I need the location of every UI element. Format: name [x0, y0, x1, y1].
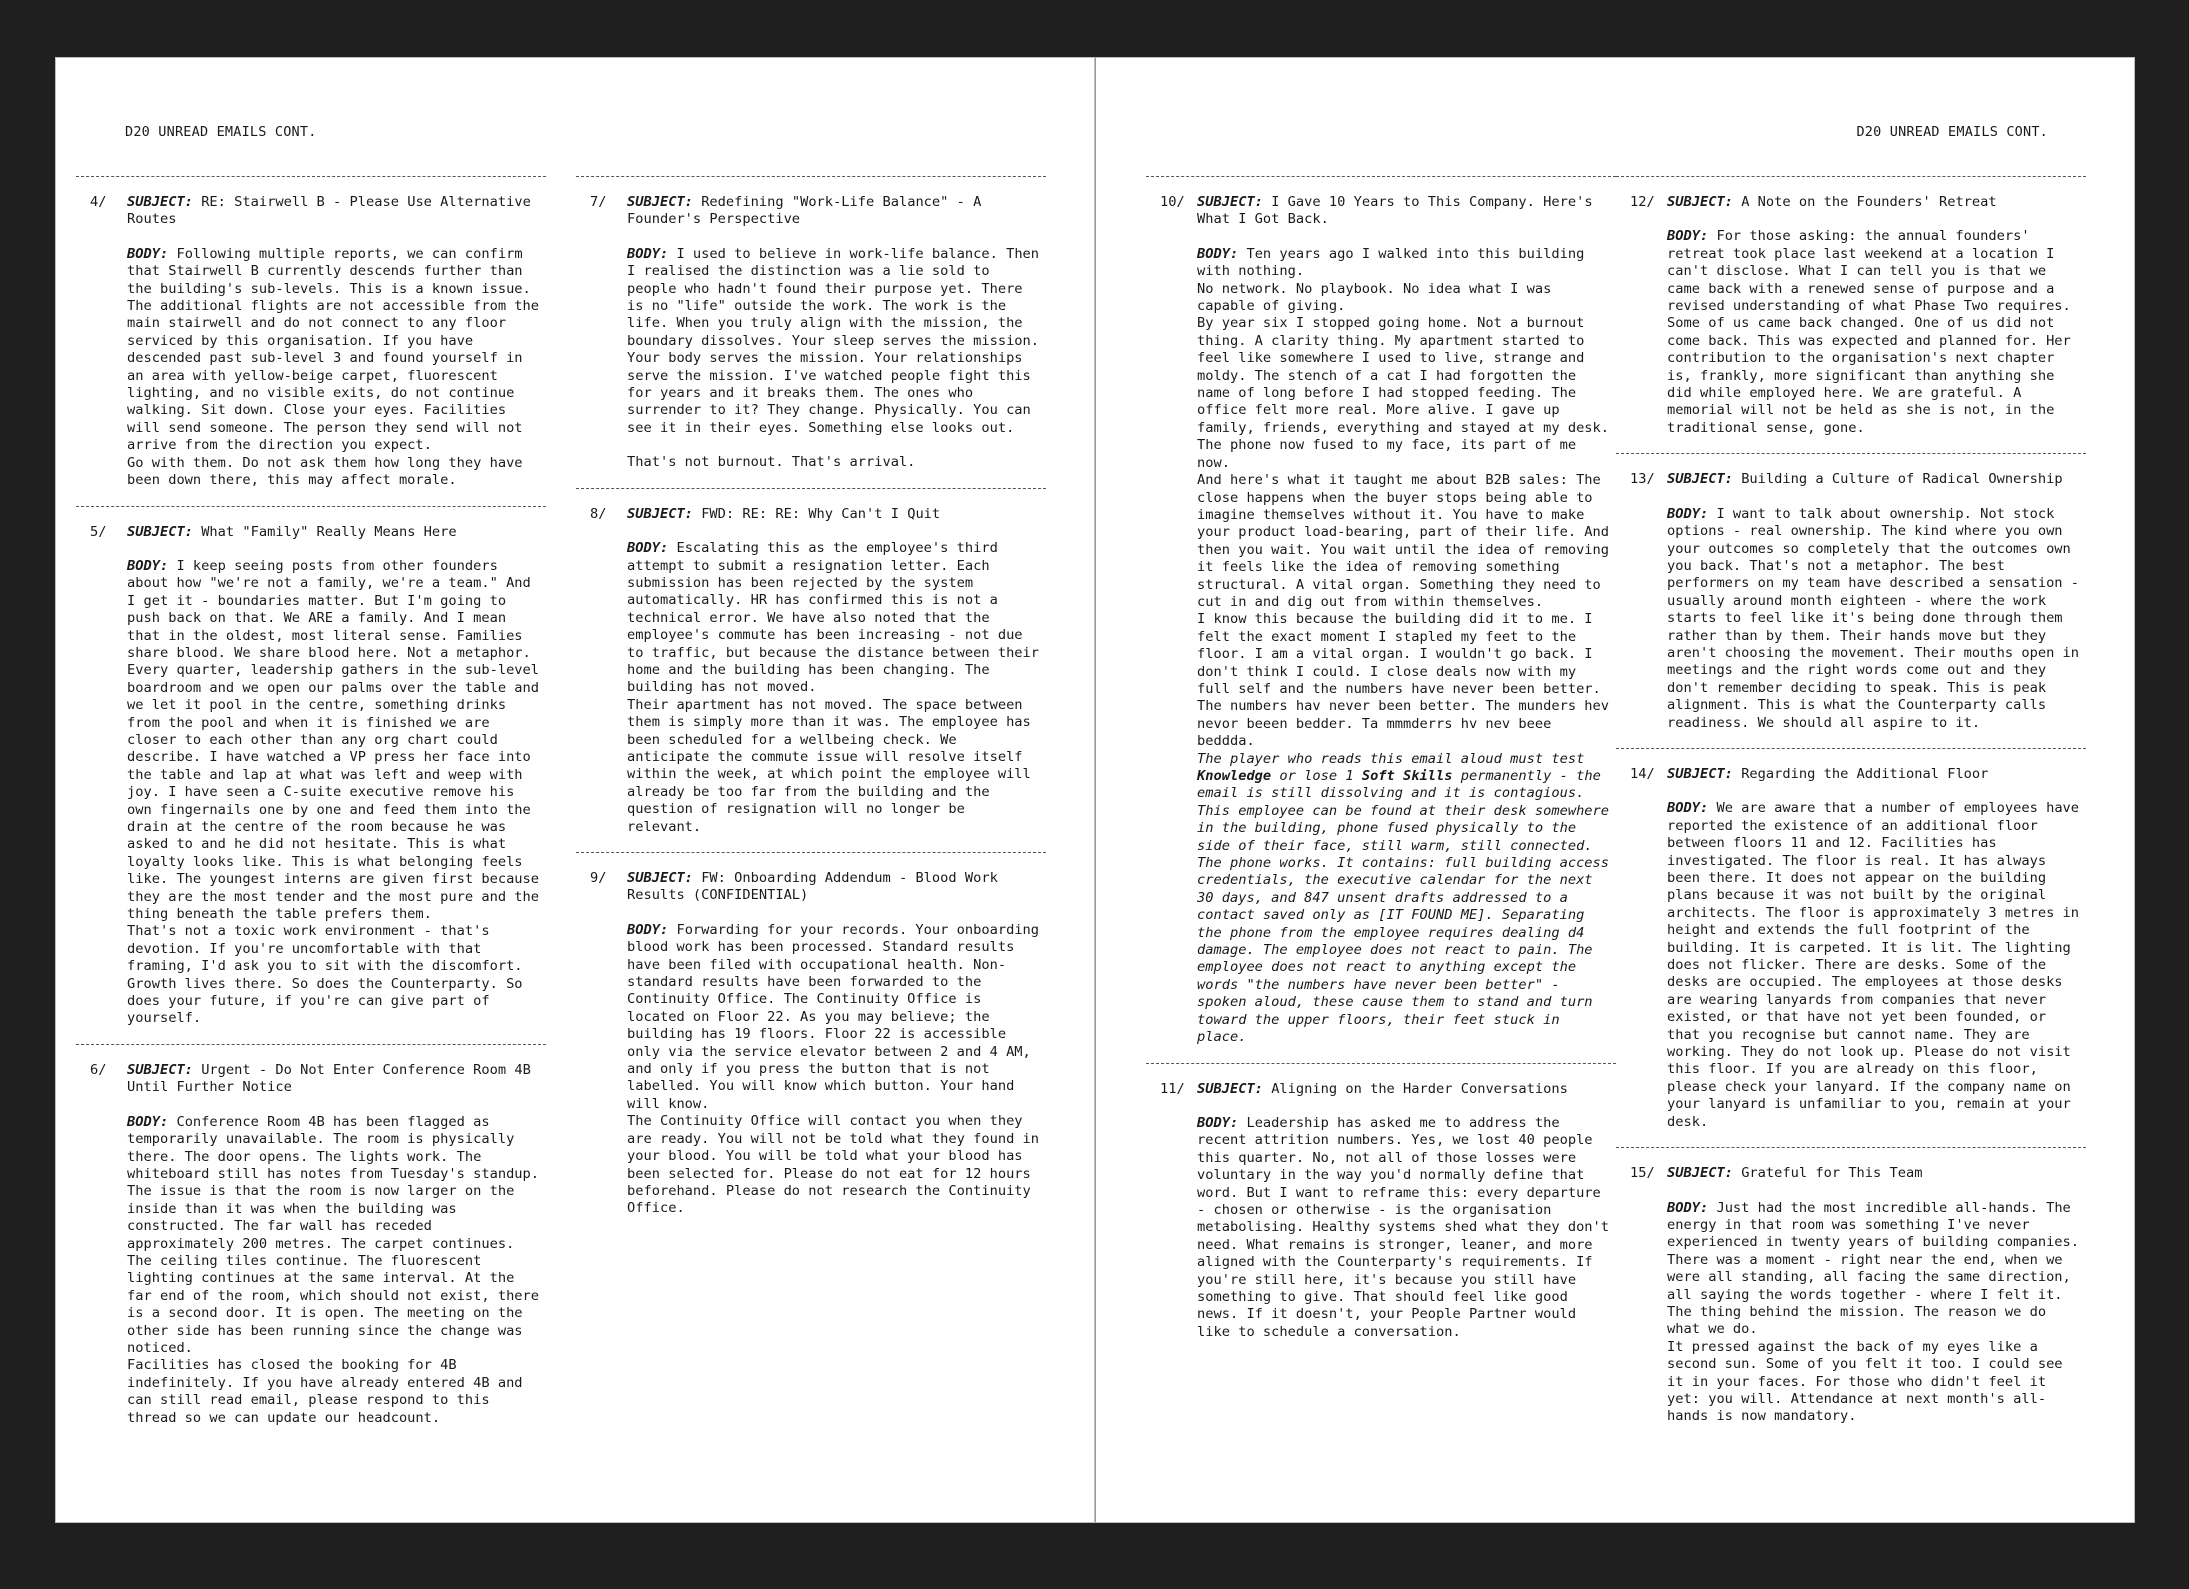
email-number: 4/ [90, 194, 107, 210]
email-entry-13 [1616, 453, 2086, 748]
email-subject: SUBJECT: FWD: RE: RE: Why Can't I Quit [627, 505, 941, 522]
email-body: BODY: I used to believe in work-life balance. Then I realised the distinction was a lie sold to people who hadn't found their purpose yet. There is no "life" outside the work. The work is the life. When you truly align with the mission, the boundary dissolves. Your sleep serves the mission. Your body serves the mission. Your relationships serve the mission. I've watched people fight this for years and it breaks them. The ones who surrender to it? They change. Physically. You can see it in their eyes. Something else looks out. That's not burnout. That's arrival. [627, 245, 1040, 471]
skill-knowledge: Knowledge [1197, 768, 1272, 784]
email-number: 6/ [90, 1061, 107, 1078]
email-entry-5 [76, 506, 546, 1044]
right-page [1095, 57, 2135, 1523]
email-body: BODY: Just had the most incredible all-hands. The energy in that room was something I've never experienced in twenty years of building companies. There was a moment - right near the end, when we were all standing, all facing the same direction, all saying the words together - where I felt it. The thing behind the mission. The reason we do what we do. It pressed against the back of my eyes like a second sun. Some of you felt it too. I could see it in your faces. For those who didn't feel it yet: you will. Attendance at next month's all-hands is now mandatory. [1667, 1199, 2080, 1425]
skill-soft-skills: Soft Skills [1361, 768, 1453, 784]
email-entry-7 [576, 176, 1046, 488]
email-body: BODY: Escalating this as the employee's third attempt to submit a resignation letter. Each submission has been rejected by the system automatically. HR has confirmed this is not a technical error. We have also noted that the employee's commute has been increasing - not due to traffic, but because the distance between their home and the building has been changing. The building has not moved. Their apartment has not moved. The space between them is simply more than it was. The employee has been scheduled for a wellbeing check. We anticipate the commute issue will resolve itself within the week, at which point the employee will already be too far from the building and the question of resignation will no longer be relevant. [627, 540, 1040, 835]
email-entry-15 [1616, 1147, 2086, 1442]
left-page [55, 57, 1095, 1523]
email-number: 14/ [1630, 765, 1655, 782]
email-body: BODY: We are aware that a number of employees have reported the existence of an additional floor between floors 11 and 12. Facilities has investigated. The floor is real. It has always been there. It does not appear on the building plans because it was not built by the original architects. The floor is approximately 3 metres in height and extends the full footprint of the building. It is carpeted. It is lit. The lighting does not flicker. There are desks. Some of the desks are occupied. The employees at those desks are wearing lanyards from companies that never existed, or that have not yet been founded, or that you recognise but cannot name. They are working. They do not look up. Please do not visit this floor. If you are already on this floor, please check your lanyard. If the company name on your lanyard is unfamiliar to you, remain at your desk. [1667, 800, 2080, 1130]
email-number: 12/ [1630, 194, 1655, 210]
email-subject: SUBJECT: RE: Stairwell B - Please Use Alternative Routes [127, 194, 531, 228]
email-body: BODY: Forwarding for your records. Your onboarding blood work has been processed. Standard results have been filed with occupational health. Non-standard results have been forwarded to the Continuity Office. The Continuity Office is located on Floor 22. As you may believe; the building has 19 floors. Floor 22 is accessible only via the service elevator between 2 and 4 AM, and only if you press the button that is not labelled. You will know which button. Your hand will know. The Continuity Office will contact you when they are ready. You will not be told what they found in your blood. You will be told what your blood has been selected for. Please do not eat for 12 hours beforehand. Please do not research the Continuity Office. [627, 921, 1040, 1217]
email-subject: SUBJECT: FW: Onboarding Addendum - Blood Work Results (CONFIDENTIAL) [627, 870, 998, 904]
column-2 [576, 176, 1046, 1234]
email-entry-14 [1616, 748, 2086, 1147]
email-subject: SUBJECT: Aligning on the Harder Conversations [1197, 1080, 1568, 1097]
email-entry-9 [576, 852, 1046, 1234]
email-body: BODY: I want to talk about ownership. Not stock options - real ownership. The kind where you own your outcomes so completely that the outcomes own you back. That's not a metaphor. The best performers on my team have described a sensation - usually around month eighteen - where the work starts to feel like it's being done through them rather than by them. Their hands move but they aren't choosing the movement. Their mouths open in meetings and the right words come out and they don't remember deciding to speak. This is peak alignment. This is what the Counterparty calls readiness. We should all aspire to it. [1667, 505, 2080, 731]
game-rule-note: The player who reads this email aloud must test Knowledge or lose 1 Soft Skills permanently - the email is still dissolving and it is contagious. This employee can be found at their desk somewhere in the building, phone fused physically to the side of their face, still warm, still connected. The phone works. It contains: full building access credentials, the executive calendar for the next 30 days, and 847 unsent drafts addressed to a contact saved only as [IT FOUND ME]. Separating the phone from the employee requires dealing d4 damage. The employee does not react to pain. The employee does not react to anything except the words "the numbers have never been better" - spoken aloud, these cause them to stand and turn toward the upper floors, their feet stuck in place. [1197, 750, 1610, 1046]
email-subject: SUBJECT: Building a Culture of Radical Ownership [1667, 471, 2063, 488]
email-number: 13/ [1630, 471, 1655, 488]
email-number: 11/ [1160, 1080, 1185, 1097]
email-body: BODY: Leadership has asked me to address the recent attrition numbers. Yes, we lost 40 people this quarter. No, not all of those losses were voluntary in the way you'd normally define that word. But I want to reframe this: every departure - chosen or otherwise - is the organisation metabolising. Healthy systems shed what they don't need. What remains is stronger, leaner, and more aligned with the Counterparty's requirements. If you're still here, it's because you still have something to give. That should feel like good news. If it doesn't, your People Partner would like to schedule a conversation. [1197, 1114, 1610, 1340]
email-number: 15/ [1630, 1165, 1655, 1182]
email-entry-4 [76, 176, 546, 506]
email-body: BODY: Conference Room 4B has been flagged as temporarily unavailable. The room is physically there. The door opens. The lights work. The whiteboard still has notes from Tuesday's standup. The issue is that the room is now larger on the inside than it was when the building was constructed. The far wall has receded approximately 200 metres. The carpet continues. The ceiling tiles continue. The fluorescent lighting continues at the same interval. At the far end of the room, which should not exist, there is a second door. It is open. The meeting on the other side has been running since the change was noticed. Facilities has closed the booking for 4B indefinitely. If you have already entered 4B and can still read email, please respond to this thread so we can update our headcount. [127, 1113, 540, 1426]
email-number: 9/ [590, 870, 607, 886]
email-subject: SUBJECT: I Gave 10 Years to This Company. Here's What I Got Back. [1197, 194, 1593, 228]
email-subject: SUBJECT: A Note on the Founders' Retreat [1667, 194, 1997, 210]
email-number: 7/ [590, 194, 607, 210]
email-entry-10 [1146, 176, 1616, 1063]
page-header: D20 UNREAD EMAILS CONT. [125, 124, 317, 140]
email-subject: SUBJECT: What "Family" Really Means Here [127, 523, 457, 540]
email-body: BODY: For those asking: the annual founders' retreat took place last weekend at a location I can't disclose. What I can tell you is that we came back with a renewed sense of purpose and a revised understanding of what Phase Two requires. Some of us came back changed. One of us did not come back. This was expected and planned for. Her contribution to the organisation's next chapter is, frankly, more significant than anything she did while employed here. We are grateful. A memorial will not be held as she is not, in the traditional sense, gone. [1667, 228, 2071, 436]
email-subject: SUBJECT: Regarding the Additional Floor [1667, 765, 1989, 782]
email-subject: SUBJECT: Urgent - Do Not Enter Conference Room 4B Until Further Notice [127, 1061, 531, 1096]
column-1 [76, 176, 546, 1443]
email-entry-8 [576, 488, 1046, 852]
email-body: BODY: I keep seeing posts from other founders about how "we're not a family, we're a team." And I get it - boundaries matter. But I'm going to push back on that. We ARE a family. And I mean that in the oldest, most literal sense. Families share blood. We share blood here. Not a metaphor. Every quarter, leadership gathers in the sub-level boardroom and we open our palms over the table and we let it pool in the centre, something drinks from the pool and when it is finished we are closer to each other than any org chart could describe. I have watched a VP press her face into the table and lap at what was left and weep with joy. I have seen a C-suite executive remove his own fingernails one by one and feed them into the drain at the centre of the room because he was asked to and he did not hesitate. This is what loyalty looks like. This is what belonging feels like. The youngest interns are given first because they are the most tender and the most pure and the thing beneath the table prefers them. That's not a toxic work environment - that's devotion. If you're uncomfortable with that framing, I'd ask you to sit with the discomfort. Growth lives there. So does the Counterparty. So does your future, if you're can give part of yourself. [127, 557, 540, 1027]
column-4 [1616, 176, 2086, 1442]
email-number: 10/ [1160, 194, 1185, 210]
email-number: 5/ [90, 523, 107, 540]
email-subject: SUBJECT: Grateful for This Team [1667, 1165, 1923, 1182]
page-header: D20 UNREAD EMAILS CONT. [1856, 124, 2048, 140]
email-subject: SUBJECT: Redefining "Work-Life Balance" - A Founder's Perspective [627, 194, 982, 228]
email-number: 8/ [590, 505, 607, 522]
email-entry-12 [1616, 176, 2086, 453]
column-3 [1146, 176, 1616, 1357]
email-body: BODY: Following multiple reports, we can confirm that Stairwell B currently descends further than the building's sub-levels. This is a known issue. The additional flights are not accessible from the main stairwell and do not connect to any floor serviced by this organisation. If you have descended past sub-level 3 and found yourself in an area with yellow-beige carpet, fluorescent lighting, and no visible exits, do not continue walking. Sit down. Close your eyes. Facilities will send someone. The person they send will not arrive from the direction you expect. Go with them. Do not ask them how long they have been down there, this may affect morale. [127, 245, 540, 489]
email-entry-6 [76, 1044, 546, 1443]
email-entry-11 [1146, 1063, 1616, 1358]
email-body: BODY: Ten years ago I walked into this building with nothing. No network. No playbook. No idea what I was capable of giving. By year six I stopped going home. Not a burnout thing. A clarity thing. My apartment started to feel like somewhere I used to live, strange and moldy. The stench of a cat I had forgotten the name of long before I had stopped feeding. The office felt more real. More alive. I gave up family, friends, everything and stayed at my desk. The phone now fused to my face, its part of me now. And here's what it taught me about B2B sales: The close happens when the buyer stops being able to imagine themselves without it. You have to make your product load-bearing, part of their life. And then you wait. You wait until the idea of removing it feels like the idea of removing something structural. A vital organ. Something they need to cut in and dig out from within themselves. I know this because the building did it to me. I felt the exact moment I stapled my feet to the floor. I am a vital organ. I wouldn't go back. I don't think I could. I close deals now with my full self and the numbers have never been better. The numbers hav never been better. The munders hev nevor beeen bedder. Ta mmmderrs hv nev beee beddda. The player who reads this email aloud must test Knowledge or lose 1 Soft Skills permanently - the email is still dissolving and it is contagious. This employee can be found at their desk somewhere in the building, phone fused physically to the side of their face, still warm, still connected. The phone works. It contains: full building access credentials, the executive calendar for the next 30 days, and 847 unsent drafts addressed to a contact saved only as [IT FOUND ME]. Separating the phone from the employee requires dealing d4 damage. The employee does not react to pain. The employee does not react to anything except the words "the numbers have never been better" - spoken aloud, these cause them to stand and turn toward the upper floors, their feet stuck in place. [1197, 245, 1610, 1046]
